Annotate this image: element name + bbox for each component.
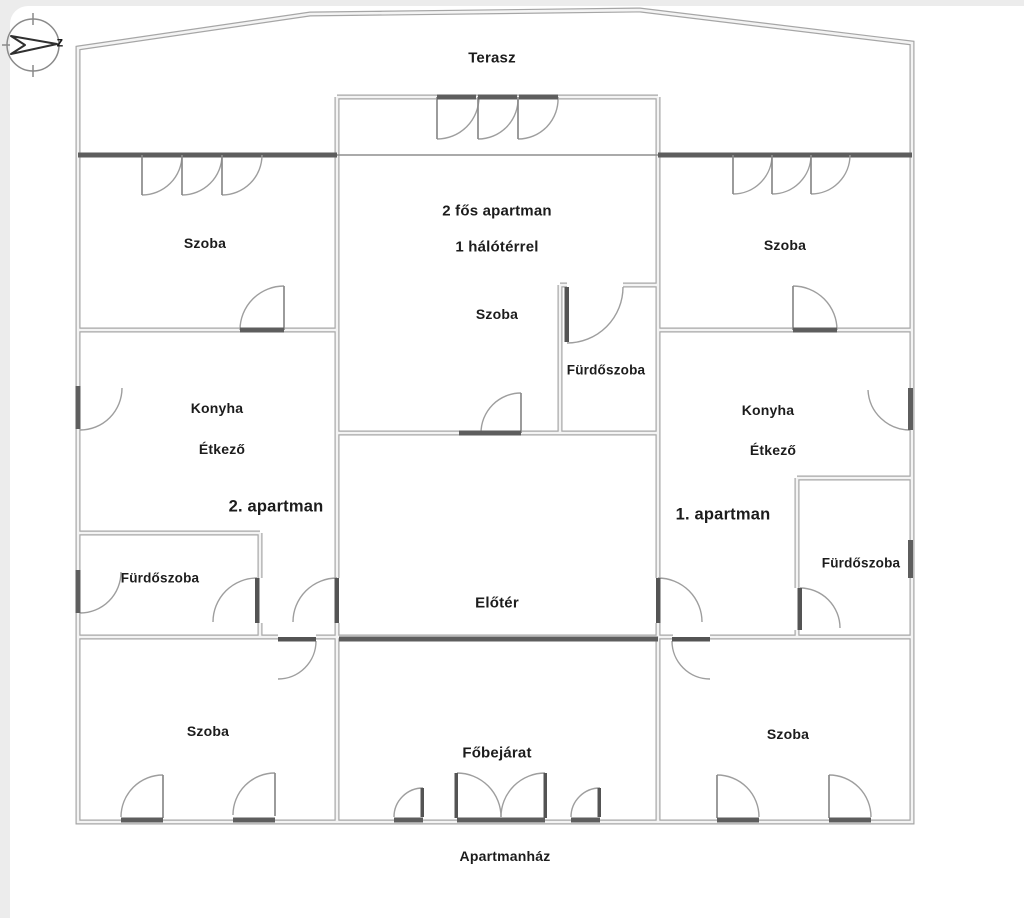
center-apartment-subtitle: 1 hálótérrel <box>455 238 539 256</box>
room-label-right-kitchen: Konyha <box>741 402 795 418</box>
room-label-foyer: Előtér <box>475 594 519 612</box>
center-apartment-title: 2 fős apartman <box>442 202 552 220</box>
plan-title: Apartmanház <box>459 848 551 864</box>
room-label-terrace: Terasz <box>468 49 516 67</box>
room-label-left-bathroom: Fürdőszoba <box>120 570 200 586</box>
room-label-left-room-top: Szoba <box>183 235 227 251</box>
room-label-left-dining: Étkező <box>198 441 246 457</box>
apartment-label-1: 1. apartman <box>675 505 771 524</box>
room-label-left-room-bottom: Szoba <box>186 723 230 739</box>
room-label-left-kitchen: Konyha <box>190 400 244 416</box>
apartment-label-2: 2. apartman <box>228 497 324 516</box>
compass-label: z <box>56 34 64 50</box>
room-label-center-bathroom: Fürdőszoba <box>566 362 646 378</box>
walls-dark <box>78 155 912 639</box>
room-label-right-room-bottom: Szoba <box>766 726 810 742</box>
compass-icon <box>2 13 59 77</box>
room-label-right-room-top: Szoba <box>763 237 807 253</box>
room-label-center-room: Szoba <box>475 306 519 322</box>
room-label-right-bathroom: Fürdőszoba <box>821 555 901 571</box>
room-label-right-dining: Étkező <box>749 442 797 458</box>
room-label-main-entrance: Főbejárat <box>462 744 532 762</box>
